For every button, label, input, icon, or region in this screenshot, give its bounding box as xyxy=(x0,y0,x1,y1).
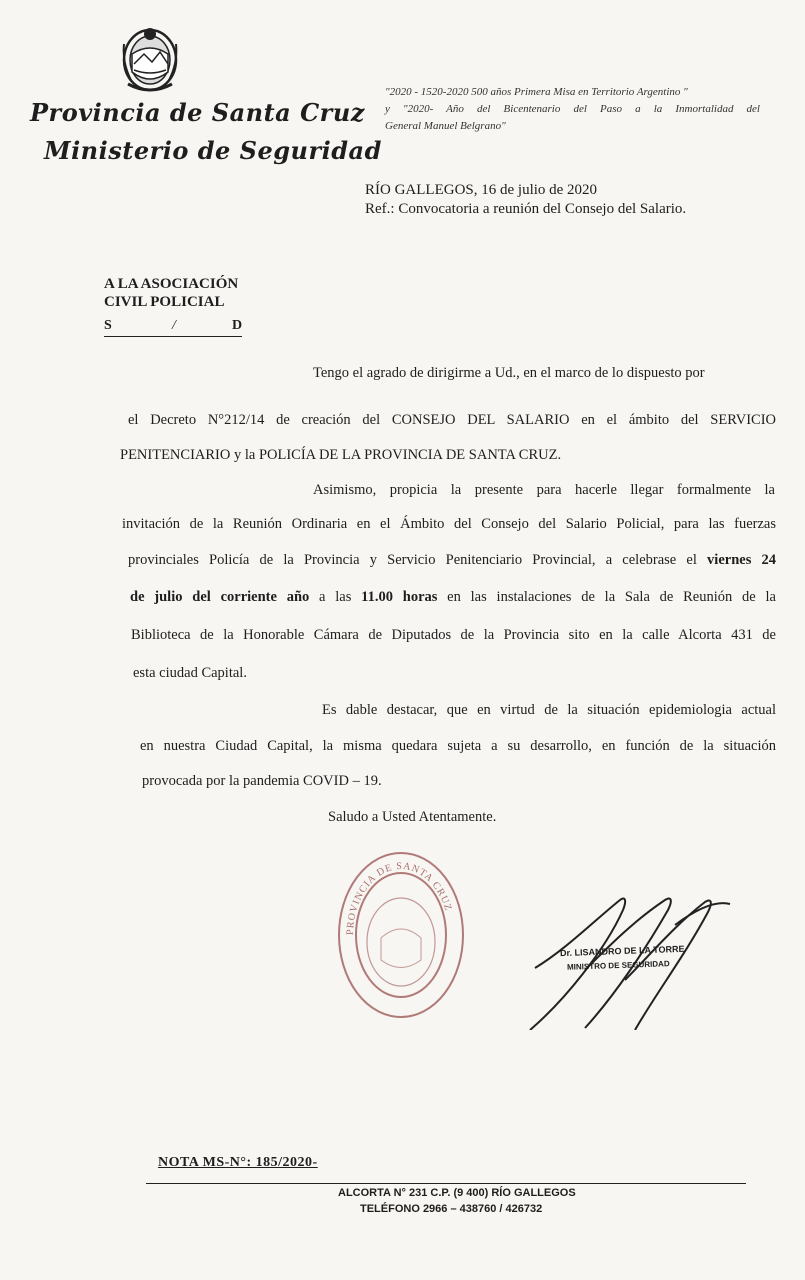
motto-line: "2020 - 1520-2020 500 años Primera Misa en Territorio Argentino " xyxy=(385,86,688,98)
footer-phone: TELÉFONO 2966 – 438760 / 426732 xyxy=(360,1203,543,1215)
paragraph-line: invitación de la Reunión Ordinaria en el Ámbito del Consejo del Salario Policial, para las fuerzas xyxy=(122,516,776,532)
paragraph-line: Tengo el agrado de dirigirme a Ud., en el marco de lo dispuesto por xyxy=(313,365,705,381)
note-number: NOTA MS-N°: 185/2020- xyxy=(158,1155,318,1170)
text-run: provinciales Policía de la Provincia y Servicio Penitenciario Provincial, a celebrase el xyxy=(128,552,708,568)
stamp-text: PROVINCIA DE SANTA CRUZ xyxy=(344,860,454,936)
signatory-title: MINISTRO DE SEGURIDAD xyxy=(566,959,670,972)
addressee-line: A LA ASOCIACIÓN xyxy=(104,276,239,292)
paragraph-line: en nuestra Ciudad Capital, la misma quedara sujeta a su desarrollo, en función de la situación xyxy=(140,738,776,754)
paragraph-line: provocada por la pandemia COVID – 19. xyxy=(142,773,382,789)
footer-divider xyxy=(146,1183,746,1184)
addressee-line: CIVIL POLICIAL xyxy=(104,294,225,310)
event-time: 11.00 horas xyxy=(361,589,438,605)
signatory-name: Dr. LISANDRO DE LA TORRE xyxy=(559,943,685,959)
province-name: Provincia de Santa Cruz xyxy=(30,98,365,127)
footer-address: ALCORTA N° 231 C.P. (9 400) RÍO GALLEGOS xyxy=(338,1187,576,1199)
paragraph-line: Asimismo, propicia la presente para hacerle llegar formalmente la xyxy=(313,482,775,498)
event-day: viernes 24 xyxy=(707,552,777,568)
place-date: RÍO GALLEGOS, 16 de julio de 2020 xyxy=(365,182,598,198)
sd-d: D xyxy=(232,318,243,333)
motto-line: General Manuel Belgrano" xyxy=(385,120,506,132)
paragraph-line: esta ciudad Capital. xyxy=(133,665,247,681)
sd-s: S xyxy=(104,318,112,333)
paragraph-line: PENITENCIARIO y la POLICÍA DE LA PROVINCIA DE SANTA CRUZ. xyxy=(120,447,562,463)
paragraph-line: el Decreto N°212/14 de creación del CONSEJO DEL SALARIO en el ámbito del SERVICIO xyxy=(128,412,776,428)
text-run: en las instalaciones de la Sala de Reunión de la xyxy=(437,589,776,605)
sd-slash: / xyxy=(172,318,176,333)
reference: Ref.: Convocatoria a reunión del Consejo del Salario. xyxy=(365,201,687,217)
text-run: a las xyxy=(309,589,362,605)
closing-line: Saludo a Usted Atentamente. xyxy=(328,809,497,825)
paragraph-line: Biblioteca de la Honorable Cámara de Diputados de la Provincia sito en la calle Alcorta 431 de xyxy=(131,627,776,643)
paragraph-line xyxy=(128,552,776,569)
paragraph-line: Es dable destacar, que en virtud de la situación epidemiologia actual xyxy=(322,702,776,718)
event-month: de julio del corriente año xyxy=(130,589,310,605)
paragraph-line xyxy=(130,589,776,606)
ministry-name: Ministerio de Seguridad xyxy=(44,136,382,165)
motto-line: y "2020- Año del Bicentenario del Paso a la Inmortalidad del xyxy=(385,103,760,115)
official-stamp xyxy=(336,850,466,1020)
